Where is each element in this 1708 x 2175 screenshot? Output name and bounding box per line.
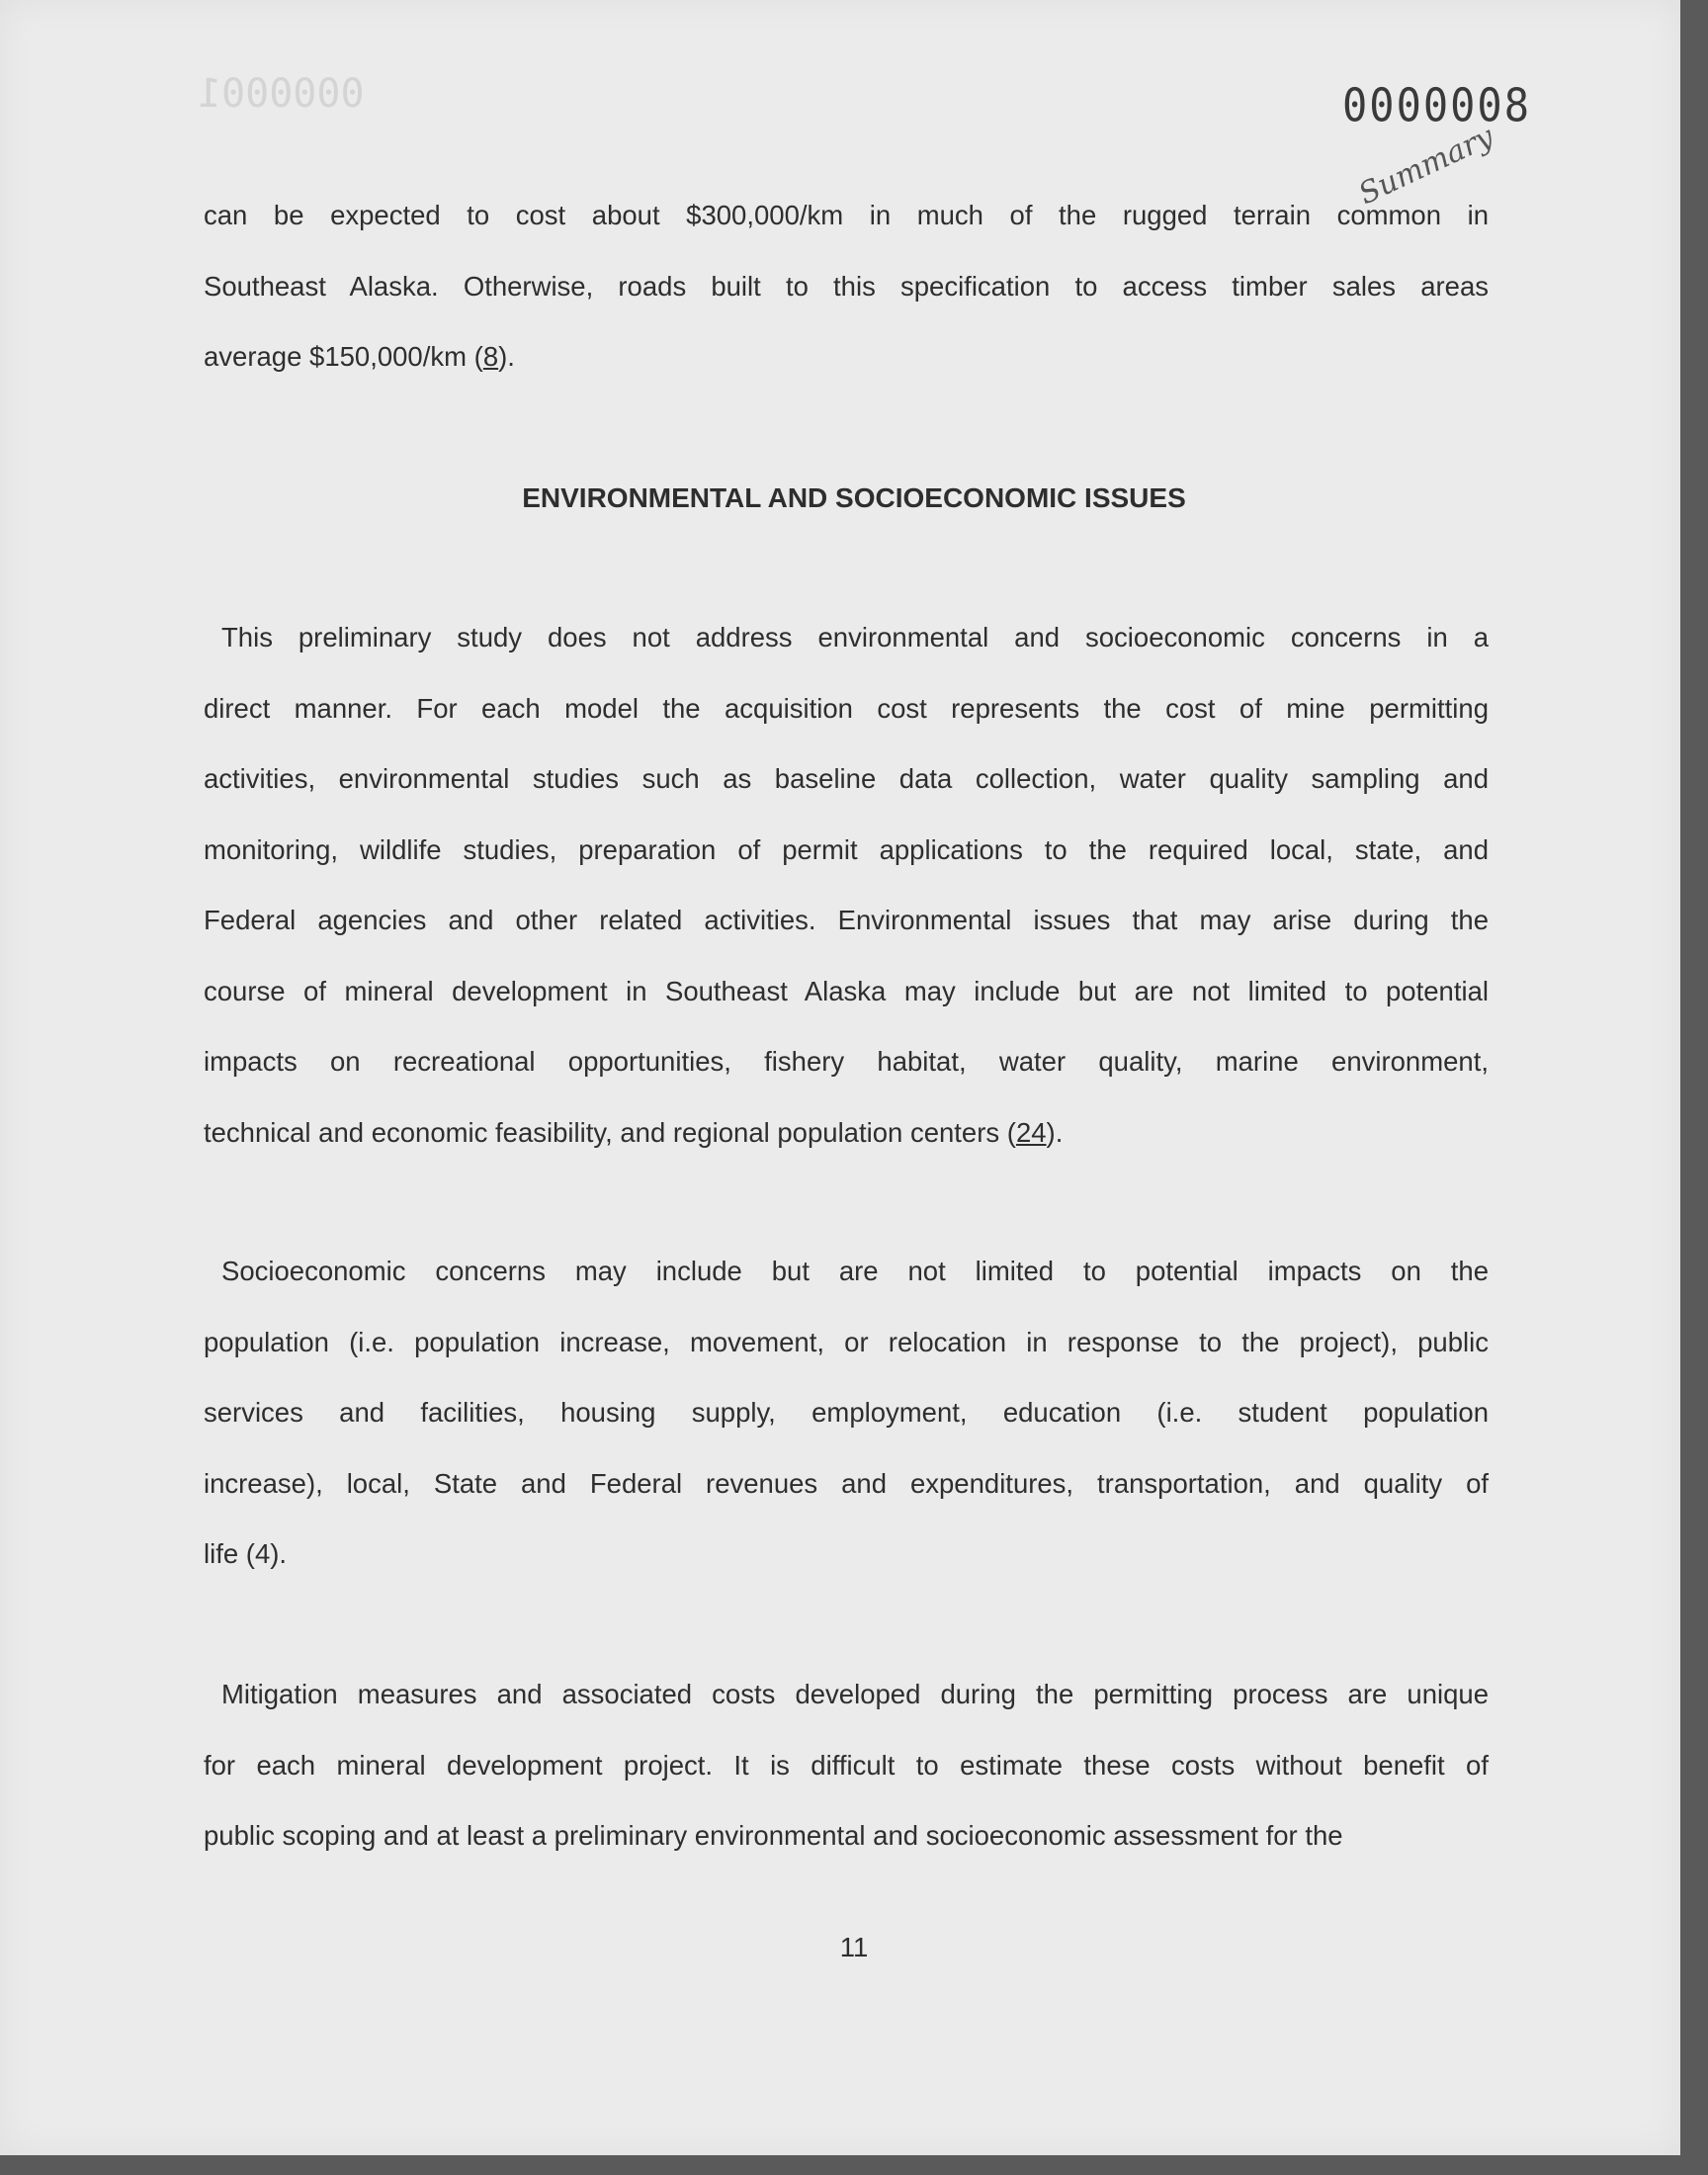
text-line: population (i.e. population increase, movement, or relocation in response to the project), public	[204, 1326, 1489, 1357]
text-line: impacts on recreational opportunities, fishery habitat, water quality, marine environment,	[204, 1046, 1489, 1077]
text-line: life (4).	[204, 1538, 288, 1569]
text-line: technical and economic feasibility, and regional population centers (24).	[204, 1116, 1064, 1148]
text-line: course of mineral development in Southeast Alaska may include but are not limited to potential	[204, 975, 1489, 1006]
text-line: for each mineral development project. It is difficult to estimate these costs without benefit of	[204, 1749, 1489, 1781]
text-line: Socioeconomic concerns may include but are not limited to potential impacts on the	[221, 1256, 1489, 1286]
section-heading: ENVIRONMENTAL AND SOCIOECONOMIC ISSUES	[522, 482, 1186, 513]
page-number: 11	[839, 1932, 869, 1962]
text-line: average $150,000/km (8).	[204, 341, 515, 372]
text-line: can be expected to cost about $300,000/km in much of the rugged terrain common in	[204, 200, 1489, 230]
document-number-stamp: 0000008	[1342, 78, 1532, 132]
handwritten-annotation: Summary	[1353, 119, 1499, 213]
text-line: direct manner. For each model the acquisition cost represents the cost of mine permitting	[204, 692, 1489, 724]
text-line: This preliminary study does not address environmental and socioeconomic concerns in a	[221, 622, 1489, 652]
text-line: Southeast Alaska. Otherwise, roads built to this specification to access timber sales areas	[204, 270, 1489, 302]
text-line: activities, environmental studies such as baseline data collection, water quality sampling and	[204, 763, 1489, 794]
text-line: Mitigation measures and associated costs developed during the permitting process are unique	[221, 1679, 1489, 1709]
text-line: monitoring, wildlife studies, preparation of permit applications to the required local, state, and	[204, 833, 1489, 865]
text-line: Federal agencies and other related activities. Environmental issues that may arise during the	[204, 905, 1489, 935]
bleed-through-stamp: 0000001	[198, 71, 365, 117]
text-line: public scoping and at least a preliminary environmental and socioeconomic assessment for the	[204, 1820, 1343, 1851]
text-line: increase), local, State and Federal revenues and expenditures, transportation, and quality of	[204, 1467, 1489, 1499]
text-line: services and facilities, housing supply, employment, education (i.e. student population	[204, 1397, 1489, 1428]
